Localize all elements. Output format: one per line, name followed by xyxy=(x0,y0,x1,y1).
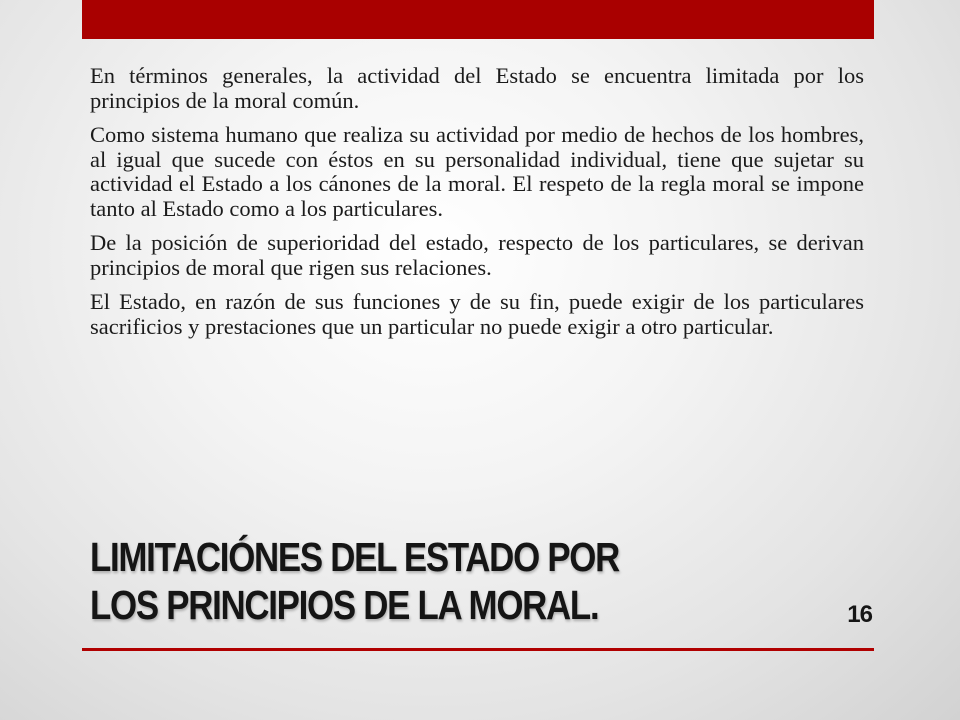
body-paragraph-2: Como sistema humano que realiza su actividad por medio de hechos de los hombres, al igual que sucede con éstos en su personalidad individual, tiene que sujetar su actividad el Estado a los cánones de la moral. El respeto de la regla moral se impone tanto al Estado como a los particulares. xyxy=(90,122,864,221)
top-accent-bar xyxy=(82,0,874,39)
page-number: 16 xyxy=(847,601,872,628)
body-paragraph-1: En términos generales, la actividad del Estado se encuentra limitada por los principios de la moral común. xyxy=(90,63,864,113)
body-paragraph-4: El Estado, en razón de sus funciones y de su fin, puede exigir de los particulares sacrificios y prestaciones que un particular no puede exigir a otro particular. xyxy=(90,289,864,339)
slide-title: LIMITACIÓNES DEL ESTADO POR LOS PRINCIPIOS DE LA MORAL. xyxy=(90,534,620,628)
bottom-divider xyxy=(82,648,874,651)
slide-body-text xyxy=(90,64,864,349)
body-paragraph-3: De la posición de superioridad del estado, respecto de los particulares, se derivan principios de moral que rigen sus relaciones. xyxy=(90,230,864,280)
